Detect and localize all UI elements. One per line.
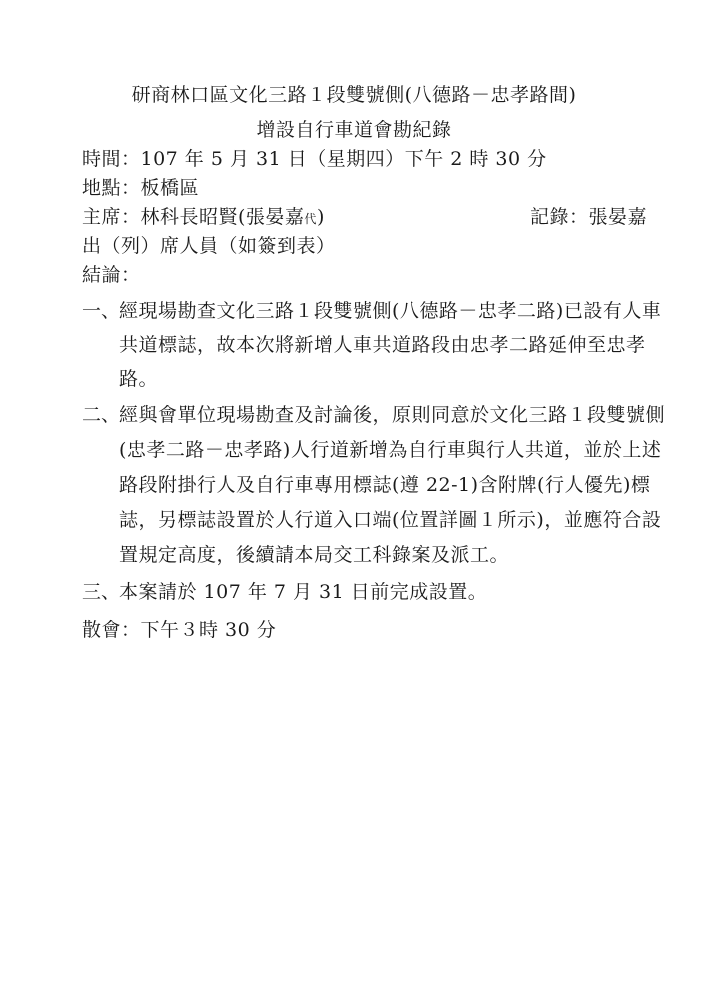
item-2-number: 二、 (82, 404, 121, 426)
chair-proxy-mark: 代 (304, 212, 317, 226)
chair-name: 主席：林科長昭賢(張晏嘉 (82, 206, 305, 228)
item-3-number: 三、 (82, 581, 121, 603)
meeting-time: 時間：107 年 5 月 31 日（星期四）下午 2 時 30 分 (82, 148, 547, 170)
chair-close-paren: ) (316, 206, 325, 228)
meeting-attendees: 出（列）席人員（如簽到表） (82, 235, 336, 257)
item-1-line-3: 路。 (119, 368, 159, 390)
item-2-line-4: 誌，另標誌設置於人行道入口端(位置詳圖１所示)，並應符合設 (119, 509, 662, 531)
meeting-recorder: 記錄：張晏嘉 (530, 206, 648, 228)
item-1-line-1: 經現場勘查文化三路１段雙號側(八德路－忠孝二路)已設有人車 (119, 300, 662, 322)
document-title-line2: 增設自行車道會勘紀錄 (256, 119, 452, 141)
conclusion-label: 結論： (82, 264, 141, 286)
item-1-line-2: 共道標誌，故本次將新增人車共道路段由忠孝二路延伸至忠孝 (119, 334, 646, 356)
item-2-line-3: 路段附掛行人及自行車專用標誌(遵 22-1)含附牌(行人優先)標 (119, 474, 651, 496)
item-1-number: 一、 (82, 300, 121, 322)
meeting-place: 地點：板橋區 (82, 177, 200, 199)
meeting-closing: 散會：下午３時 30 分 (82, 619, 277, 641)
item-3-line-1: 本案請於 107 年 7 月 31 日前完成設置。 (119, 581, 488, 603)
item-2-line-5: 置規定高度，後續請本局交工科錄案及派工。 (119, 544, 510, 566)
document-title-line1: 研商林口區文化三路１段雙號側(八德路－忠孝路間) (131, 84, 577, 106)
item-2-line-1: 經與會單位現場勘查及討論後，原則同意於文化三路１段雙號側 (119, 404, 666, 426)
item-2-line-2: (忠孝二路－忠孝路)人行道新增為自行車與行人共道，並於上述 (119, 439, 662, 461)
meeting-chair (82, 205, 325, 231)
